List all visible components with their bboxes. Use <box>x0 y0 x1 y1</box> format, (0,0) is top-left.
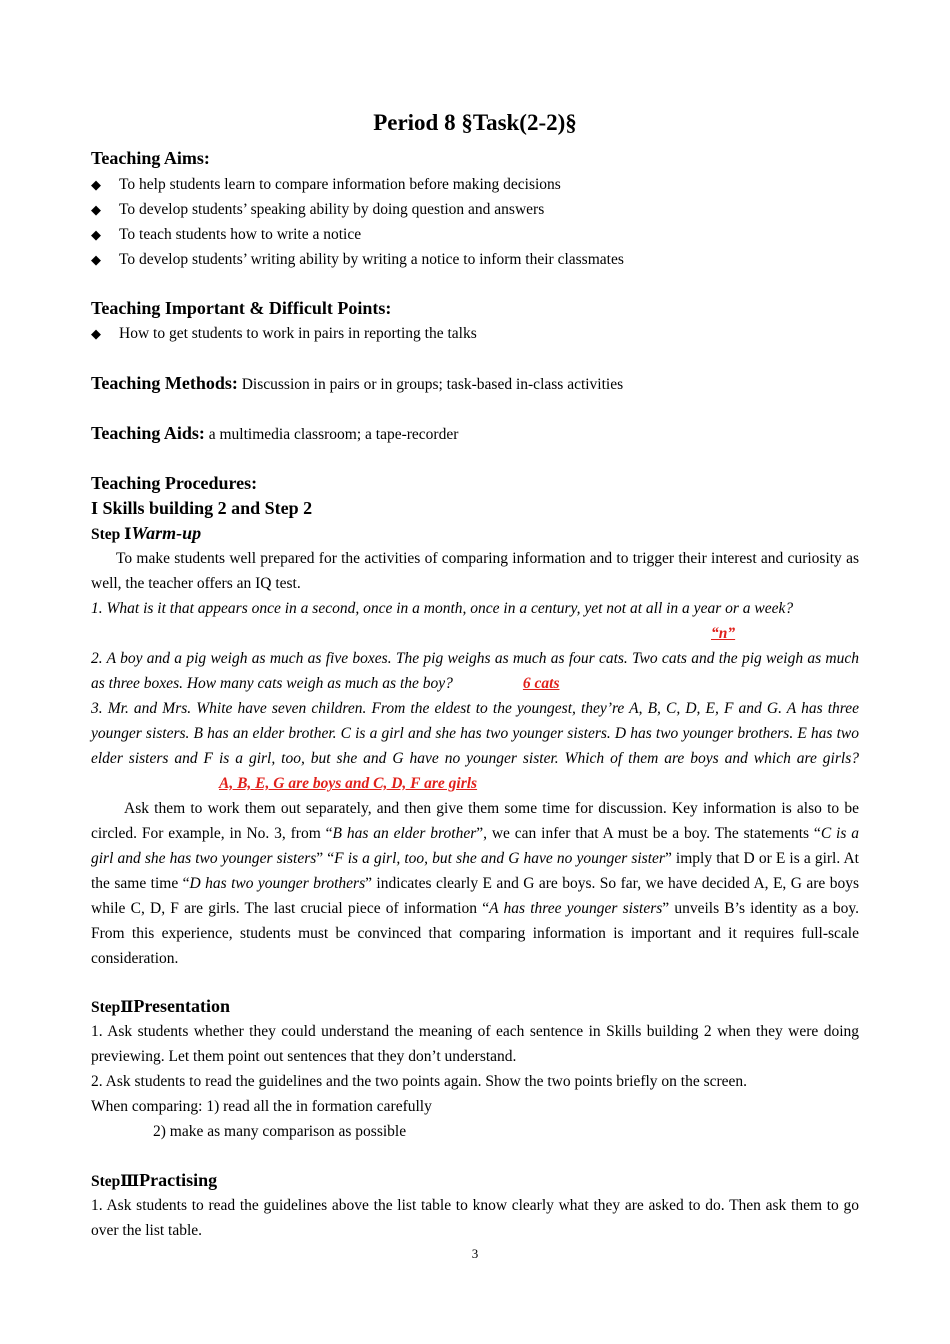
step1-discussion: Ask them to work them out separately, and then give them some time for discussion. Key information is also to be circled. For example, in No. 3, from “B has an elder brother”, we can infer that A must be a boy. The statements “C is a girl and she has two younger sisters” “F is a girl, too, but she and G have no younger sister” imply that D or E is a girl. At the same time “D has two younger brothers” indicates clearly E and G are boys. So far, we have decided A, E, G are boys while C, D, F are girls. The last crucial piece of information “A has three younger sisters” unveils B’s identity as a boy. From this experience, students must be convinced that comparing information is important and it requires full-scale consideration. <box>91 800 859 967</box>
aids-text: a multimedia classroom; a tape-recorder <box>208 426 459 443</box>
iq-answer-3: A, B, E, G are boys and C, D, F are girls <box>219 775 478 792</box>
points-heading: Teaching Important & Difficult Points: <box>91 298 392 318</box>
section-heading: I Skills building 2 and Step 2 <box>91 498 313 518</box>
methods-text: Discussion in pairs or in groups; task-based in-class activities <box>241 376 624 393</box>
step2-heading: StepⅡPresentation <box>91 996 231 1016</box>
points-item: ◆ How to get students to work in pairs in reporting the talks <box>91 321 859 346</box>
step1-intro: To make students well prepared for the activities of comparing information and to trigger their interest and curiosity as well, the teacher offers an IQ test. <box>91 550 859 592</box>
aims-item: ◆ To develop students’ speaking ability by doing question and answers <box>91 197 859 222</box>
step3-item-1: 1. Ask students to read the guidelines above the list table to know clearly what they are asked to do. Then ask them to go over the list table. <box>91 1197 859 1239</box>
procedures-heading: Teaching Procedures: <box>91 473 258 493</box>
aims-heading: Teaching Aims: <box>91 148 210 168</box>
diamond-bullet-icon: ◆ <box>91 202 101 217</box>
iq-question-3: 3. Mr. and Mrs. White have seven children. From the eldest to the youngest, they’re A, B, C, D, E, F and G. A has three younger sisters. B has an elder brother. C is a girl and she has two younger sisters. D has two younger brothers. E has two elder sisters and F is a girl, too, but she and G have no younger sister. Which of them are boys and which are girls?A, B, E, G are boys and C, D, F are girls <box>91 700 859 792</box>
iq-question-2: 2. A boy and a pig weigh as much as five boxes. The pig weighs as much as four cats. Two cats and the pig weigh as much as three boxes. How many cats weigh as much as the boy? 6 cats <box>91 650 859 692</box>
iq-answer-2: 6 cats <box>522 675 560 692</box>
step2-compare-1: When comparing: 1) read all the in formation carefully <box>91 1098 432 1115</box>
iq-answer-1: “n” <box>711 625 736 642</box>
aids-heading: Teaching Aids: <box>91 423 205 443</box>
step2-item-1: 1. Ask students whether they could understand the meaning of each sentence in Skills building 2 when they were doing previewing. Let them point out sentences that they don’t understand. <box>91 1023 859 1065</box>
methods-line <box>91 371 859 397</box>
page-title: Period 8 §Task(2-2)§ <box>373 110 577 135</box>
step2-item-2: 2. Ask students to read the guidelines and the two points again. Show the two points briefly on the screen. <box>91 1073 748 1090</box>
aims-item: ◆ To develop students’ writing ability by writing a notice to inform their classmates <box>91 247 859 272</box>
aids-line <box>91 421 859 447</box>
iq-question-1: 1. What is it that appears once in a second, once in a month, once in a century, yet not at all in a year or a week? <box>91 600 794 617</box>
page-number: 3 <box>471 1246 479 1261</box>
methods-heading: Teaching Methods: <box>91 373 238 393</box>
step2-compare-2: 2) make as many comparison as possible <box>153 1123 407 1140</box>
step1-heading: Step ⅠWarm-up <box>91 523 202 543</box>
diamond-bullet-icon: ◆ <box>91 177 101 192</box>
step3-heading: StepⅢPractising <box>91 1170 218 1190</box>
diamond-bullet-icon: ◆ <box>91 252 101 267</box>
aims-item: ◆ To teach students how to write a notice <box>91 222 859 247</box>
diamond-bullet-icon: ◆ <box>91 227 101 242</box>
diamond-bullet-icon: ◆ <box>91 326 101 341</box>
aims-item: ◆ To help students learn to compare information before making decisions <box>91 172 859 197</box>
